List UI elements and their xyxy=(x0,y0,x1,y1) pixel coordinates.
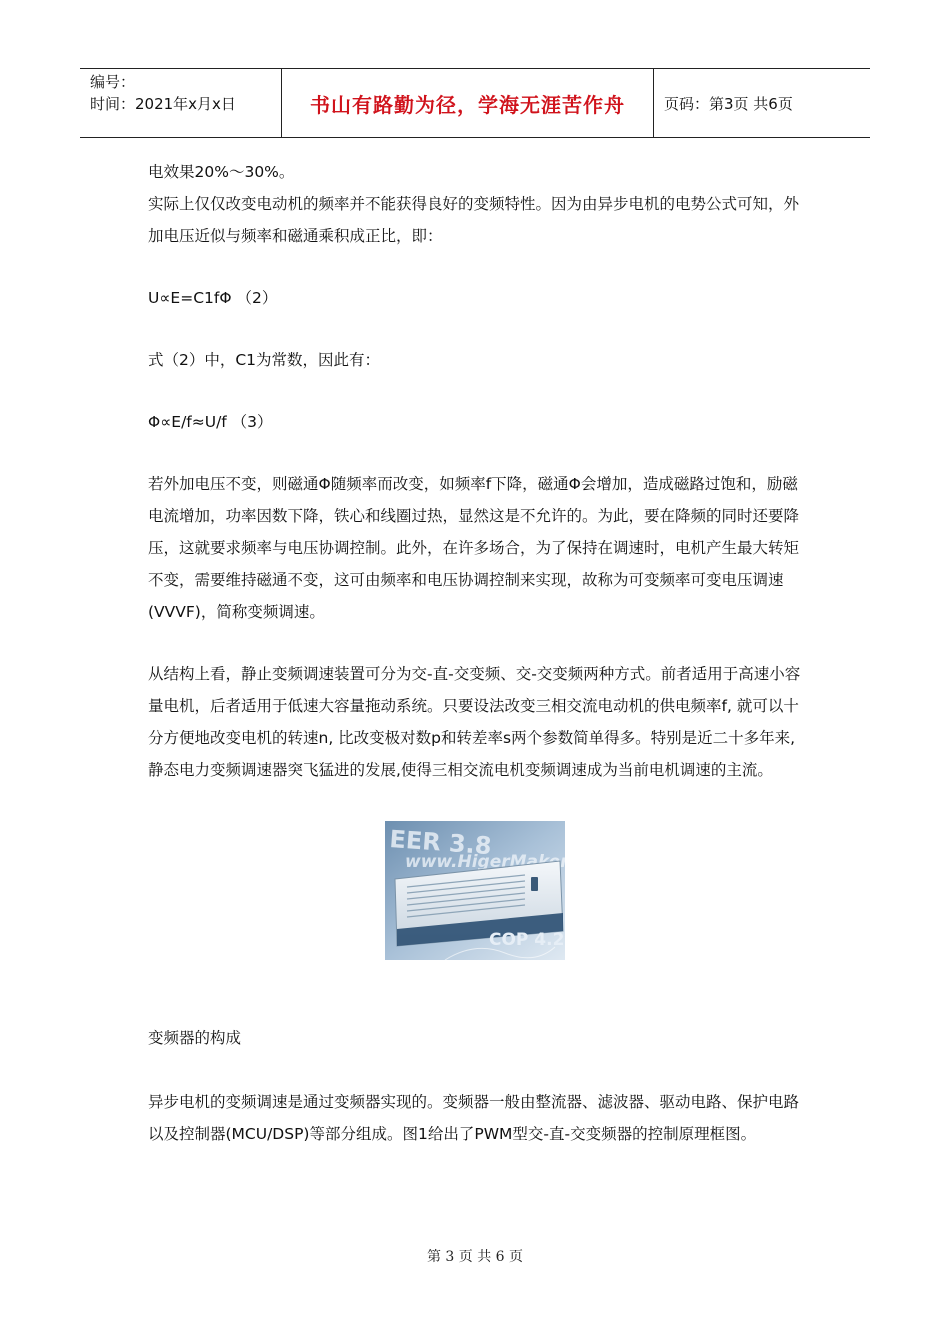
formula: U∝E=C1fΦ （2） xyxy=(148,289,278,307)
overlay-text-bottom: COP 4.2 xyxy=(489,930,565,950)
paragraph: 若外加电压不变，则磁通Φ随频率而改变，如频率f下降，磁通Φ会增加，造成磁路过饱和，励磁电流增加，功率因数下降，铁心和线圈过热，显然这是不允许的。为此，要在降频的同时还要降压，这就要求频率与电压协调控制。此外，在许多场合，为了保持在调速时，电机产生最大转矩不变，需要维持磁通不变，这可由频率和电压协调控制来实现，故称为可变频率可变电压调速(VVVF)，简称变频调速。 xyxy=(148,475,800,621)
formula: Φ∝E/f≈U/f （3） xyxy=(148,413,273,431)
document-time: 时间：2021年x月x日 xyxy=(90,95,236,113)
overlay-text-mid: www.HigerMaker xyxy=(405,852,565,872)
header-page-info: 页码：第3页 共6页 xyxy=(664,94,793,113)
paragraph: 式（2）中，C1为常数，因此有： xyxy=(148,351,381,369)
air-conditioner-illustration xyxy=(385,821,565,960)
page-header xyxy=(80,68,870,138)
paragraph: 实际上仅仅改变电动机的频率并不能获得良好的变频特性。因为由异步电机的电势公式可知，外加电压近似与频率和磁通乘积成正比，即： xyxy=(148,195,800,245)
overlay-text-top: EER 3.8 xyxy=(388,825,493,861)
paragraph: 电效果20%～30%。 xyxy=(148,163,295,181)
header-meta xyxy=(80,69,282,137)
section-title: 变频器的构成 xyxy=(148,1029,242,1047)
page-footer: 第 3 页 共 6 页 xyxy=(426,1249,524,1265)
document-number-label: 编号： xyxy=(90,73,136,91)
air-conditioner-photo xyxy=(385,821,565,960)
paragraph: 异步电机的变频调速是通过变频器实现的。变频器一般由整流器、滤波器、驱动电路、保护电路以及控制器(MCU/DSP)等部分组成。图1给出了PWM型交-直-交变频器的控制原理框图。 xyxy=(148,1093,800,1143)
document-body-continued xyxy=(148,1086,808,1150)
paragraph: 从结构上看，静止变频调速装置可分为交-直-交变频、交-交变频两种方式。前者适用于高速小容量电机，后者适用于低速大容量拖动系统。只要设法改变三相交流电动机的供电频率f, 就可以十分方便地改变电机的转速n, 比改变极对数p和转差率s两个参数简单得多。特别是近二十多年来,静态电力变频调速器突飞猛进的发展,使得三相交流电机变频调速成为当前电机调速的主流。 xyxy=(148,665,801,779)
header-motto: 书山有路勤为径，学海无涯苦作舟 xyxy=(310,92,625,117)
header-motto-cell xyxy=(282,69,654,137)
document-body xyxy=(148,156,808,786)
